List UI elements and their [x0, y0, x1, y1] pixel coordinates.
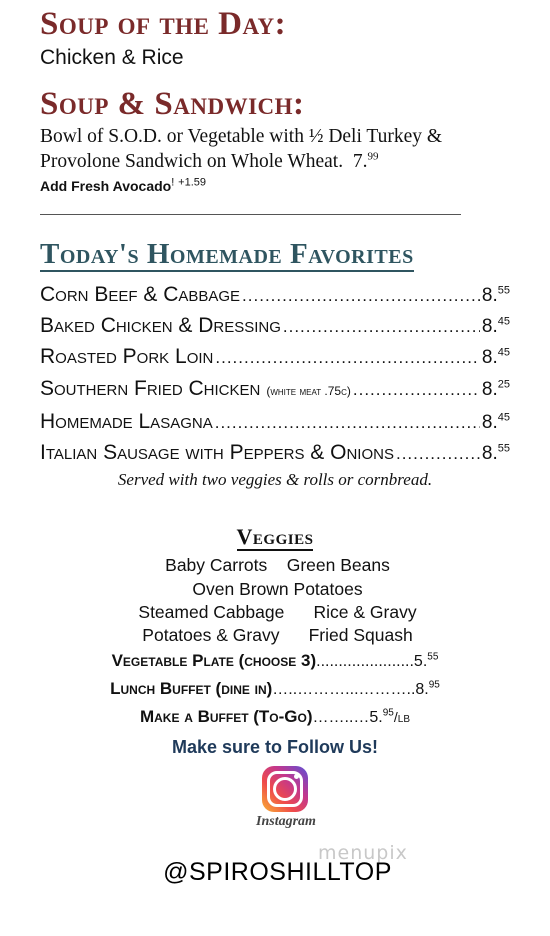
favorite-item-price-cents: 55	[497, 284, 510, 297]
leader-dots	[242, 286, 480, 306]
instagram-wordmark: Instagram	[256, 814, 316, 829]
favorite-item-price	[482, 347, 510, 369]
favorite-item-name: Southern Fried Chicken	[40, 377, 261, 400]
favorite-item-name: Corn Beef & Cabbage	[40, 283, 241, 306]
buffet-price-cents: 55	[427, 651, 439, 663]
favorite-item-price-dollars: 8.	[481, 443, 498, 464]
soup-sandwich-price: 7.	[352, 151, 368, 172]
favorite-item	[40, 283, 510, 311]
served-with-note: Served with two veggies & rolls or cornbread.	[117, 470, 433, 489]
veggie-line: Potatoes & Gravy Fried Squash	[142, 625, 413, 645]
veggies-title-text: Veggies	[236, 524, 314, 549]
instagram-icon-dot	[294, 774, 299, 779]
veggie-line: Baby Carrots Green Beans	[165, 555, 390, 575]
buffet-price-cents: 95	[382, 707, 394, 719]
soup-of-day-title: Soup of the Day:	[40, 6, 287, 42]
favorite-item-price	[482, 316, 510, 338]
buffet-price: 5.	[413, 653, 428, 670]
favorite-item-price	[482, 412, 510, 434]
soup-sandwich-title: Soup & Sandwich:	[40, 86, 305, 122]
favorite-item-price	[482, 285, 510, 307]
favorite-item-price-dollars: 8.	[481, 316, 498, 337]
favorite-item-price	[482, 443, 510, 465]
veggie-line: Oven Brown Potatoes	[192, 579, 363, 599]
favorite-item-price-dollars: 8.	[481, 347, 498, 368]
favorite-item-price-cents: 45	[497, 346, 510, 359]
social-handle[interactable]: @SPIROSHILLTOP	[163, 858, 392, 886]
favorite-item	[40, 410, 510, 438]
favorite-item-price-cents: 45	[497, 411, 510, 424]
favorite-item-price	[482, 379, 510, 401]
buffet-label: Lunch Buffet (dine in)	[110, 679, 273, 698]
leader-dots	[353, 380, 480, 400]
leader-dots	[215, 413, 480, 433]
buffet-price: 5.	[369, 709, 383, 726]
menupix-watermark: menupix	[318, 842, 408, 864]
veggie-line: Steamed Cabbage Rice & Gravy	[138, 602, 417, 622]
buffet-dots: ......................	[316, 653, 414, 670]
buffet-label: Vegetable Plate (choose 3)	[111, 651, 317, 670]
buffet-line	[0, 651, 550, 671]
soup-sandwich-line-2-text: Provolone Sandwich on Whole Wheat.	[40, 151, 344, 172]
favorite-item	[40, 345, 510, 373]
buffet-price-cents: 95	[428, 679, 440, 691]
favorite-item-note: (white meat .75c)	[266, 384, 351, 398]
buffet-dots: …..………...………..	[272, 681, 416, 698]
avocado-addon-price: +1.59	[178, 176, 206, 189]
favorite-item-name: Roasted Pork Loin	[40, 345, 214, 368]
favorite-item-name: Italian Sausage with Peppers & Onions	[40, 441, 394, 464]
favorite-item-name: Baked Chicken & Dressing	[40, 314, 281, 337]
buffet-line	[0, 679, 550, 699]
veggies-title	[0, 524, 550, 550]
favorite-item	[40, 441, 510, 469]
leader-dots	[283, 317, 480, 337]
section-divider	[40, 214, 461, 215]
soup-sandwich-line-1: Bowl of S.O.D. or Vegetable with ½ Deli Turkey &	[40, 126, 443, 147]
buffet-line	[0, 707, 550, 727]
buffet-label: Make a Buffet (To-Go)	[139, 707, 313, 726]
instagram-icon[interactable]	[262, 766, 308, 812]
favorite-item-price-dollars: 8.	[481, 285, 498, 306]
buffet-price-unit: /lb	[393, 709, 410, 725]
favorite-item-price-cents: 45	[497, 315, 510, 328]
buffet-price: 8.	[415, 681, 429, 698]
favorite-item-price-dollars: 8.	[481, 412, 498, 433]
instagram-icon-lens	[273, 777, 297, 801]
favorites-title: Today's Homemade Favorites	[40, 238, 414, 270]
soup-sandwich-price-cents: 99	[367, 150, 379, 163]
leader-dots	[396, 444, 480, 464]
favorite-item	[40, 314, 510, 342]
soup-of-day-name: Chicken & Rice	[40, 46, 184, 69]
favorite-item-price-cents: 55	[497, 442, 510, 455]
avocado-addon	[40, 178, 206, 194]
soup-sandwich-description	[40, 124, 540, 174]
avocado-addon-label: Add Fresh Avocado	[40, 178, 172, 194]
favorite-item-price-cents: 25	[497, 378, 510, 391]
favorite-item-price-dollars: 8.	[481, 379, 498, 400]
buffet-dots: ……..…	[312, 709, 370, 726]
follow-us-text: Make sure to Follow Us!	[171, 737, 379, 757]
favorite-item	[40, 377, 510, 405]
favorite-item-name: Homemade Lasagna	[40, 410, 213, 433]
leader-dots	[215, 348, 480, 368]
soup-sandwich-line-2	[40, 149, 540, 174]
avocado-addon-mark: !	[171, 176, 175, 189]
